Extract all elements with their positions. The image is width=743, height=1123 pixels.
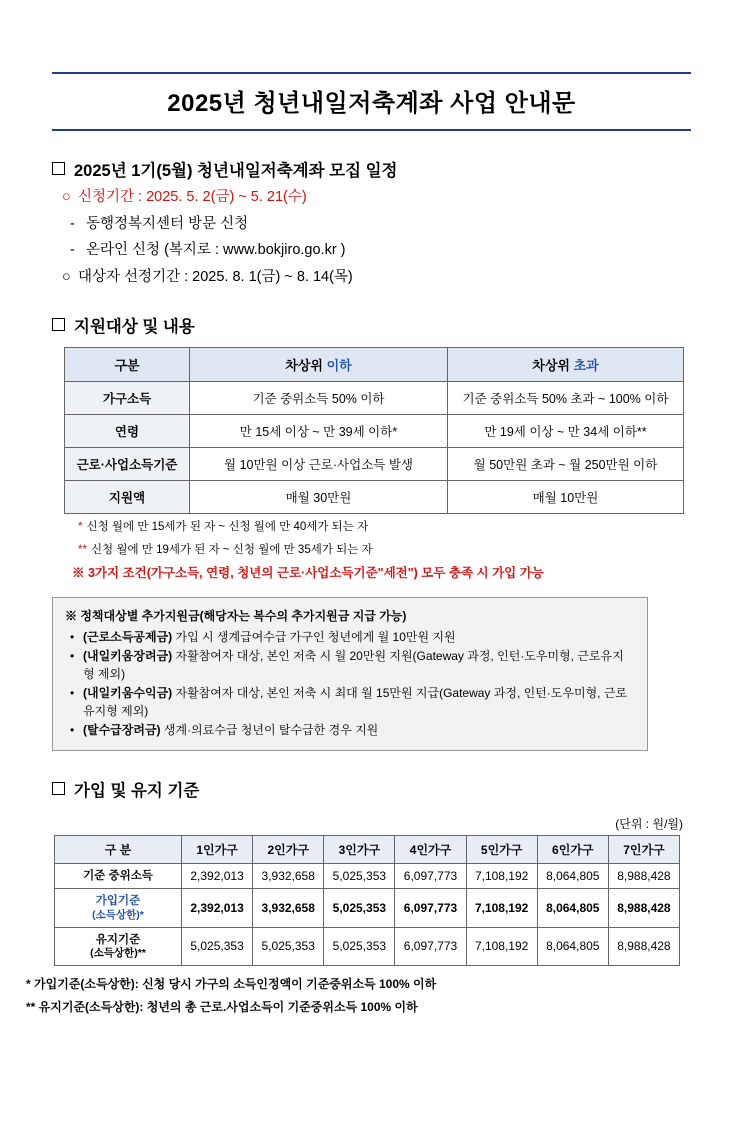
- section-support-heading-text: 지원대상 및 내용: [74, 318, 195, 337]
- item-label: (내일키움장려금): [83, 648, 173, 663]
- additional-support-title: ※ 정책대상별 추가지원금(해당자는 복수의 추가지원금 지급 가능): [65, 608, 407, 623]
- schedule-line: [70, 241, 691, 261]
- cell-value: 8,988,428: [608, 889, 679, 928]
- column-header-h2: 2인가구: [253, 835, 324, 863]
- section-schedule: [52, 157, 691, 287]
- schedule-line: [62, 268, 691, 288]
- item-text: 생계·의료수급 청년이 탈수급한 경우 지원: [160, 722, 379, 737]
- list-item: [81, 684, 635, 720]
- row-value-below: 만 15세 이상 ~ 만 39세 이하*: [190, 415, 448, 448]
- column-header-above: [448, 348, 684, 382]
- column-header-category: 구분: [65, 348, 190, 382]
- item-label: (근로소득공제금): [83, 629, 173, 644]
- footnote-age-2-text: 신청 월에 만 19세가 된 자 ~ 신청 월에 만 35세가 되는 자: [90, 543, 373, 556]
- document-title-banner: [52, 72, 691, 131]
- cell-value: 7,108,192: [466, 927, 537, 966]
- section-criteria-heading-text: 가입 및 유지 기준: [74, 781, 200, 800]
- cell-value: 6,097,773: [395, 889, 466, 928]
- cell-value: 6,097,773: [395, 863, 466, 888]
- row-value-above: 만 19세 이상 ~ 만 34세 이하**: [448, 415, 684, 448]
- table-row: [65, 448, 684, 481]
- table-row: [65, 481, 684, 514]
- item-text: 가입 시 생계급여수급 가구인 청년에게 월 10만원 지원: [172, 629, 456, 644]
- schedule-line-text: 대상자 선정기간 : 2025. 8. 1(금) ~ 8. 14(목): [78, 268, 353, 285]
- column-header-below: [190, 348, 448, 382]
- additional-support-list: [65, 628, 635, 739]
- column-header-above-accent: 초과: [573, 358, 599, 374]
- table-row: [65, 382, 684, 415]
- row-label-main: 유지기준: [95, 933, 141, 946]
- table-header-row: [55, 835, 680, 863]
- cell-value: 3,932,658: [253, 889, 324, 928]
- unit-label: (단위 : 원/월): [615, 816, 683, 831]
- footnote-age-1: [78, 519, 691, 536]
- circle-bullet-icon: ○: [62, 268, 71, 285]
- item-label: (내일키움수익금): [83, 685, 173, 700]
- column-header-above-main: 차상위: [532, 358, 574, 374]
- page-title: 2025년 청년내일저축계좌 사업 안내문: [167, 90, 576, 117]
- cell-value: 5,025,353: [324, 889, 395, 928]
- dash-bullet-icon: -: [70, 215, 75, 232]
- circle-bullet-icon: ○: [62, 189, 71, 205]
- row-label: 기준 중위소득: [55, 863, 182, 888]
- cell-value: 8,064,805: [537, 863, 608, 888]
- list-item: [81, 721, 635, 739]
- cell-value: 6,097,773: [395, 927, 466, 966]
- asterisk-icon: *: [78, 521, 83, 534]
- column-header-h7: 7인가구: [608, 835, 679, 863]
- section-criteria: [52, 777, 691, 801]
- dash-bullet-icon: -: [70, 242, 75, 259]
- column-header-h3: 3인가구: [324, 835, 395, 863]
- criteria-footnote-1: * 가입기준(소득상한): 신청 당시 가구의 소득인정액이 기준중위소득 100% 이하: [26, 977, 437, 992]
- row-label: 연령: [65, 415, 190, 448]
- column-header-h6: 6인가구: [537, 835, 608, 863]
- row-label-sub: (소득상한)*: [92, 908, 144, 921]
- cell-value: 5,025,353: [182, 927, 253, 966]
- schedule-line-text: 신청기간 : 2025. 5. 2(금) ~ 5. 21(수): [78, 189, 307, 205]
- criteria-footnote-2: ** 유지기준(소득상한): 청년의 총 근로.사업소득이 기준중위소득 100% 이하: [26, 999, 418, 1014]
- section-criteria-heading: [52, 777, 691, 801]
- column-header-below-main: 차상위: [285, 358, 327, 374]
- item-text: 자활참여자 대상, 본인 저축 시 최대 월 15만원 지급(Gateway 과정, 인턴·도우미형, 근로유지형 제외): [83, 685, 628, 718]
- column-header-h4: 4인가구: [395, 835, 466, 863]
- cell-value: 8,988,428: [608, 863, 679, 888]
- footnote-age-2: [78, 542, 691, 559]
- cell-value: 2,392,013: [182, 889, 253, 928]
- row-label-main: 가입기준: [95, 895, 141, 908]
- cell-value: 5,025,353: [324, 863, 395, 888]
- section-schedule-heading-text: 2025년 1기(5월) 청년내일저축계좌 모집 일정: [74, 162, 398, 180]
- cell-value: 8,064,805: [537, 889, 608, 928]
- footnote-age-1-text: 신청 월에 만 15세가 된 자 ~ 신청 월에 만 40세가 되는 자: [86, 521, 369, 534]
- section-support-heading: [52, 313, 691, 337]
- asterisk-icon: **: [78, 543, 87, 556]
- schedule-line-text: 동행정복지센터 방문 신청: [86, 215, 249, 232]
- column-header-category: 구 분: [55, 835, 182, 863]
- item-text: 자활참여자 대상, 본인 저축 시 월 20만원 지원(Gateway 과정, 인턴·도우미형, 근로유지형 제외): [83, 648, 624, 681]
- row-label: 가구소득: [65, 382, 190, 415]
- row-label: 근로·사업소득기준: [65, 448, 190, 481]
- cell-value: 7,108,192: [466, 863, 537, 888]
- cell-value: 8,064,805: [537, 927, 608, 966]
- eligibility-warning: ※ 3가지 조건(가구소득, 연령, 청년의 근로·사업소득기준"세전") 모두 충족 시 가입 가능: [72, 565, 544, 580]
- item-label: (탈수급장려금): [83, 722, 161, 737]
- table-row: [55, 927, 680, 966]
- column-header-below-accent: 이하: [326, 358, 352, 374]
- criteria-table: [54, 835, 680, 966]
- table-row: [55, 889, 680, 928]
- column-header-h1: 1인가구: [182, 835, 253, 863]
- square-bullet-icon: [52, 318, 65, 331]
- cell-value: 3,932,658: [253, 863, 324, 888]
- row-label-sub: (소득상한)**: [90, 947, 146, 959]
- row-value-above: 매월 10만원: [448, 481, 684, 514]
- cell-value: 8,988,428: [608, 927, 679, 966]
- cell-value: 2,392,013: [182, 863, 253, 888]
- schedule-line-text: 온라인 신청 (복지로 : www.bokjiro.go.kr ): [86, 242, 346, 259]
- row-value-above: 기준 중위소득 50% 초과 ~ 100% 이하: [448, 382, 684, 415]
- column-header-h5: 5인가구: [466, 835, 537, 863]
- table-row: [55, 863, 680, 888]
- table-header-row: [65, 348, 684, 382]
- square-bullet-icon: [52, 782, 65, 795]
- cell-value: 7,108,192: [466, 889, 537, 928]
- cell-value: 5,025,353: [253, 927, 324, 966]
- row-value-below: 매월 30만원: [190, 481, 448, 514]
- row-value-below: 월 10만원 이상 근로·사업소득 발생: [190, 448, 448, 481]
- list-item: [81, 647, 635, 683]
- cell-value: 5,025,353: [324, 927, 395, 966]
- schedule-line: [62, 188, 691, 208]
- square-bullet-icon: [52, 162, 65, 175]
- row-label: 지원액: [65, 481, 190, 514]
- additional-support-box: [52, 597, 648, 751]
- list-item: [81, 628, 635, 646]
- support-table: [64, 347, 684, 514]
- section-support: [52, 313, 691, 581]
- table-row: [65, 415, 684, 448]
- schedule-line: [70, 215, 691, 235]
- row-value-above: 월 50만원 초과 ~ 월 250만원 이하: [448, 448, 684, 481]
- row-label: [55, 927, 182, 966]
- section-schedule-heading: [52, 157, 691, 181]
- document-page: [0, 72, 743, 1123]
- row-value-below: 기준 중위소득 50% 이하: [190, 382, 448, 415]
- row-label: [55, 889, 182, 928]
